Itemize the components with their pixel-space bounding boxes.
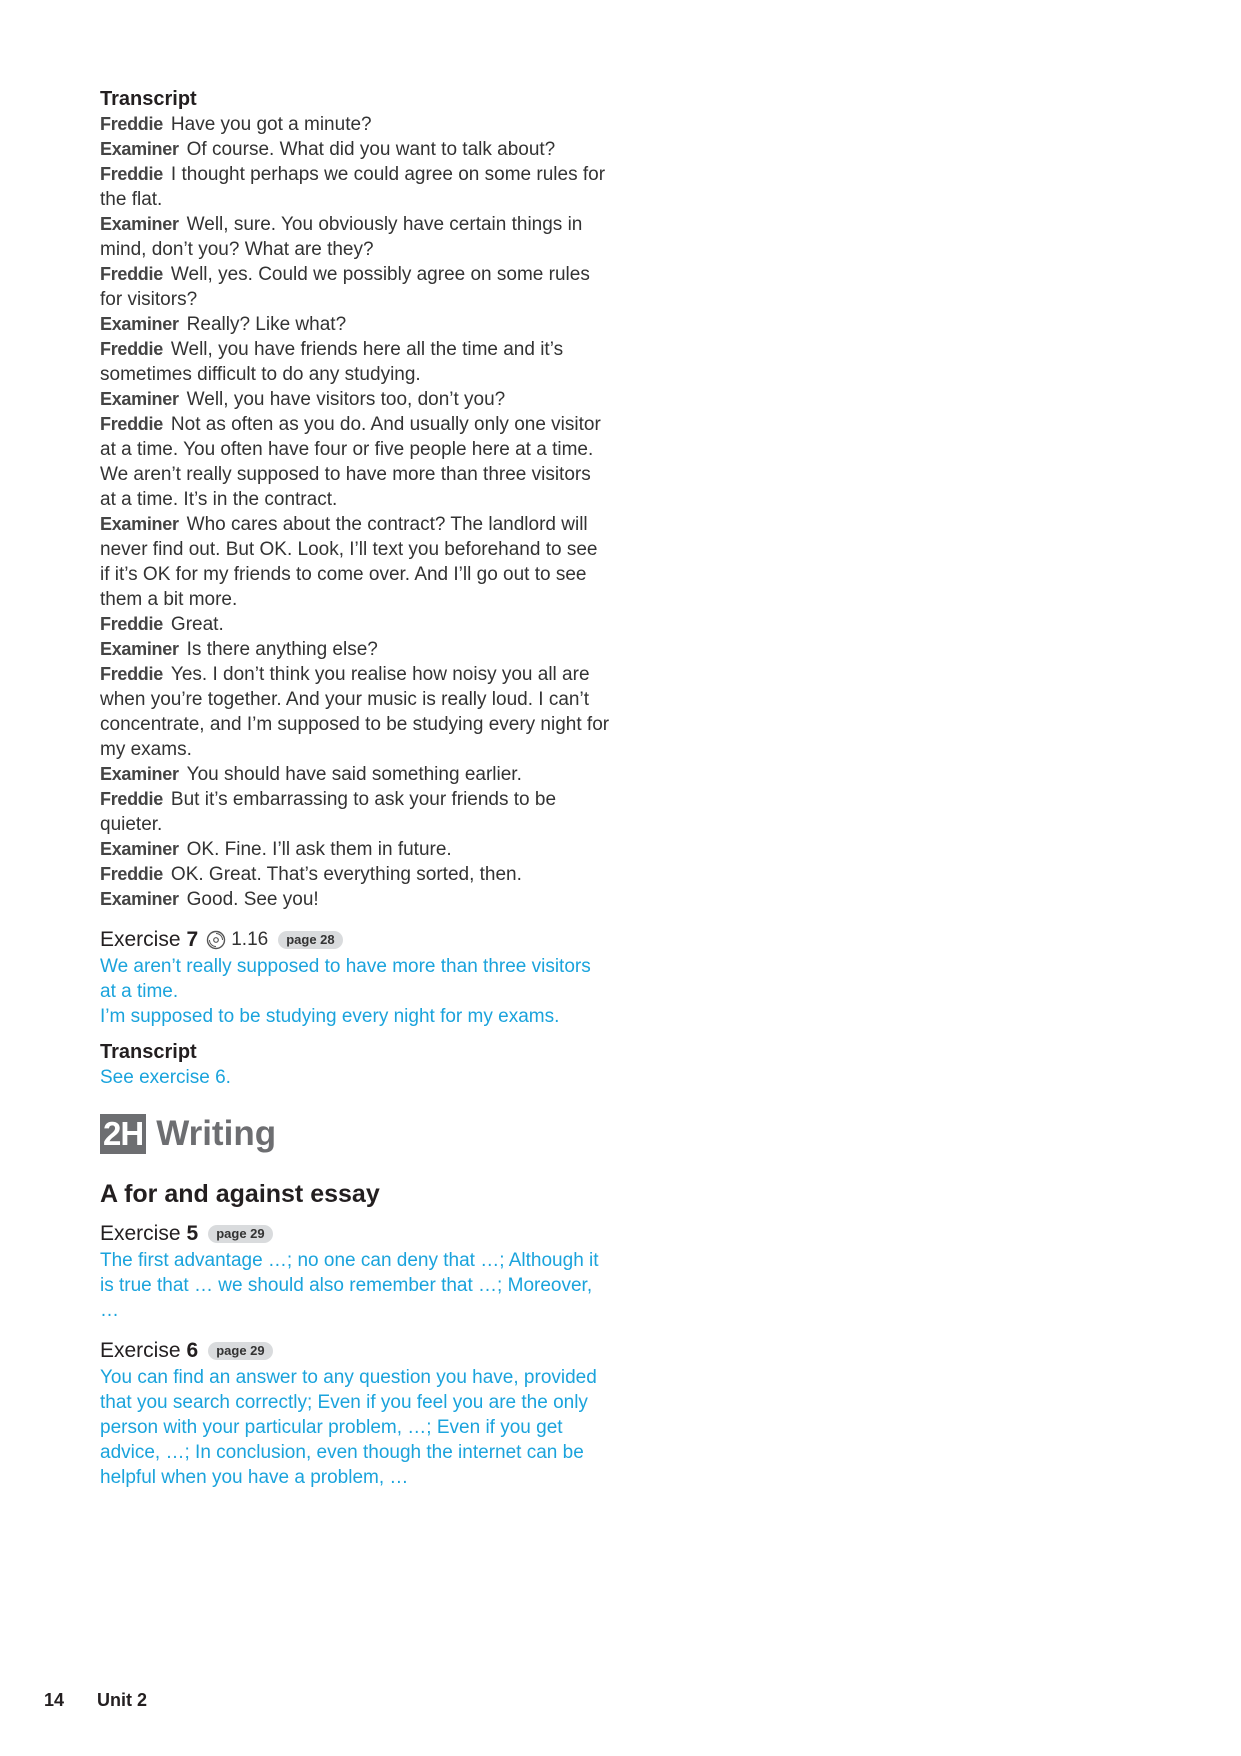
exercise-6-answer: You can find an answer to any question you have, provided that you search correctly; Even if you feel you are the only person with your particular problem, …; Even if you get advice, …; In conclusion, even though the internet can be helpful when you have a problem, … <box>100 1367 597 1488</box>
dialogue-line <box>100 212 610 262</box>
dialogue-line <box>100 662 610 762</box>
audio-track-ref: 1.16 <box>231 929 269 950</box>
speech-text: Well, yes. Could we possibly agree on some rules for visitors? <box>100 264 590 310</box>
exercise-5-header <box>100 1220 610 1248</box>
speaker-name: Examiner <box>100 889 179 909</box>
speaker-name: Examiner <box>100 639 179 659</box>
speaker-name: Freddie <box>100 789 163 809</box>
speaker-name: Examiner <box>100 514 179 534</box>
page-ref-pill[interactable]: page 28 <box>278 931 342 949</box>
speaker-name: Freddie <box>100 614 163 634</box>
dialogue-line <box>100 262 610 312</box>
dialogue-line <box>100 637 610 662</box>
speech-text: Of course. What did you want to talk about? <box>186 139 556 160</box>
speech-text: You should have said something earlier. <box>186 764 522 785</box>
speaker-name: Freddie <box>100 414 163 434</box>
exercise-number: 6 <box>186 1339 199 1362</box>
exercise-6-header <box>100 1337 610 1365</box>
dialogue-line <box>100 762 610 787</box>
section-subtitle: A for and against essay <box>100 1180 380 1208</box>
dialogue-line <box>100 837 610 862</box>
exercise-title: Exercise <box>100 928 181 951</box>
speaker-name: Freddie <box>100 164 163 184</box>
answer-line: We aren’t really supposed to have more than three visitors at a time. <box>100 956 591 1002</box>
speaker-name: Freddie <box>100 864 163 884</box>
exercise-7-answers <box>100 954 610 1029</box>
dialogue-line <box>100 512 610 612</box>
speech-text: But it’s embarrassing to ask your friends to be quieter. <box>100 789 557 835</box>
transcript-dialogue <box>100 112 610 912</box>
speaker-name: Examiner <box>100 139 179 159</box>
page-ref-pill[interactable]: page 29 <box>208 1342 272 1360</box>
speaker-name: Freddie <box>100 664 163 684</box>
transcript-heading: Transcript <box>100 88 197 110</box>
dialogue-line <box>100 787 610 837</box>
speaker-name: Examiner <box>100 839 179 859</box>
dialogue-line <box>100 612 610 637</box>
section-title: Writing <box>156 1114 277 1153</box>
speaker-name: Examiner <box>100 389 179 409</box>
page-number: 14 <box>44 1690 65 1710</box>
speech-text: Is there anything else? <box>186 639 378 660</box>
cd-icon <box>206 930 226 950</box>
speaker-name: Examiner <box>100 764 179 784</box>
speech-text: Great. <box>170 614 224 635</box>
dialogue-line <box>100 312 610 337</box>
exercise-number: 7 <box>186 928 199 951</box>
answer-line: I’m supposed to be studying every night for my exams. <box>100 1006 560 1027</box>
speaker-name: Examiner <box>100 214 179 234</box>
content-column <box>100 86 610 1490</box>
unit-label: Unit 2 <box>97 1690 148 1710</box>
exercise-5-answer: The first advantage …; no one can deny that …; Although it is true that … we should also remember that …; Moreover, … <box>100 1250 599 1321</box>
speaker-name: Freddie <box>100 114 163 134</box>
speech-text: Not as often as you do. And usually only one visitor at a time. You often have four or five people here at a time. We aren’t really supposed to have more than three visitors at a time. It’s in the contract. <box>100 414 601 510</box>
speech-text: Well, sure. You obviously have certain things in mind, don’t you? What are they? <box>100 214 583 260</box>
section-badge: 2H <box>100 1114 146 1154</box>
section-header <box>100 1112 610 1156</box>
speech-text: Have you got a minute? <box>170 114 372 135</box>
speech-text: OK. Great. That’s everything sorted, then. <box>170 864 522 885</box>
dialogue-line <box>100 887 610 912</box>
exercise-title: Exercise <box>100 1222 181 1245</box>
speech-text: Yes. I don’t think you realise how noisy you all are when you’re together. And your music is really loud. I can’t concentrate, and I’m supposed to be studying every night for my exams. <box>100 664 610 760</box>
exercise-title: Exercise <box>100 1339 181 1362</box>
dialogue-line <box>100 387 610 412</box>
speaker-name: Examiner <box>100 314 179 334</box>
speech-text: OK. Fine. I’ll ask them in future. <box>186 839 452 860</box>
speech-text: Who cares about the contract? The landlord will never find out. But OK. Look, I’ll text you beforehand to see if it’s OK for my friends to come over. And I’ll go out to see them a bit more. <box>100 514 598 610</box>
dialogue-line <box>100 337 610 387</box>
speech-text: Really? Like what? <box>186 314 347 335</box>
dialogue-line <box>100 112 610 137</box>
speech-text: Good. See you! <box>186 889 319 910</box>
transcript-heading: Transcript <box>100 1041 197 1063</box>
page-ref-pill[interactable]: page 29 <box>208 1225 272 1243</box>
dialogue-line <box>100 162 610 212</box>
transcript-reference: See exercise 6. <box>100 1067 231 1088</box>
exercise-7-header <box>100 926 610 954</box>
dialogue-line <box>100 862 610 887</box>
speaker-name: Freddie <box>100 264 163 284</box>
speech-text: Well, you have friends here all the time and it’s sometimes difficult to do any studying. <box>100 339 564 385</box>
speaker-name: Freddie <box>100 339 163 359</box>
dialogue-line <box>100 137 610 162</box>
exercise-number: 5 <box>186 1222 199 1245</box>
dialogue-line <box>100 412 610 512</box>
speech-text: Well, you have visitors too, don’t you? <box>186 389 506 410</box>
speech-text: I thought perhaps we could agree on some rules for the flat. <box>100 164 606 210</box>
page-footer <box>44 1690 175 1711</box>
